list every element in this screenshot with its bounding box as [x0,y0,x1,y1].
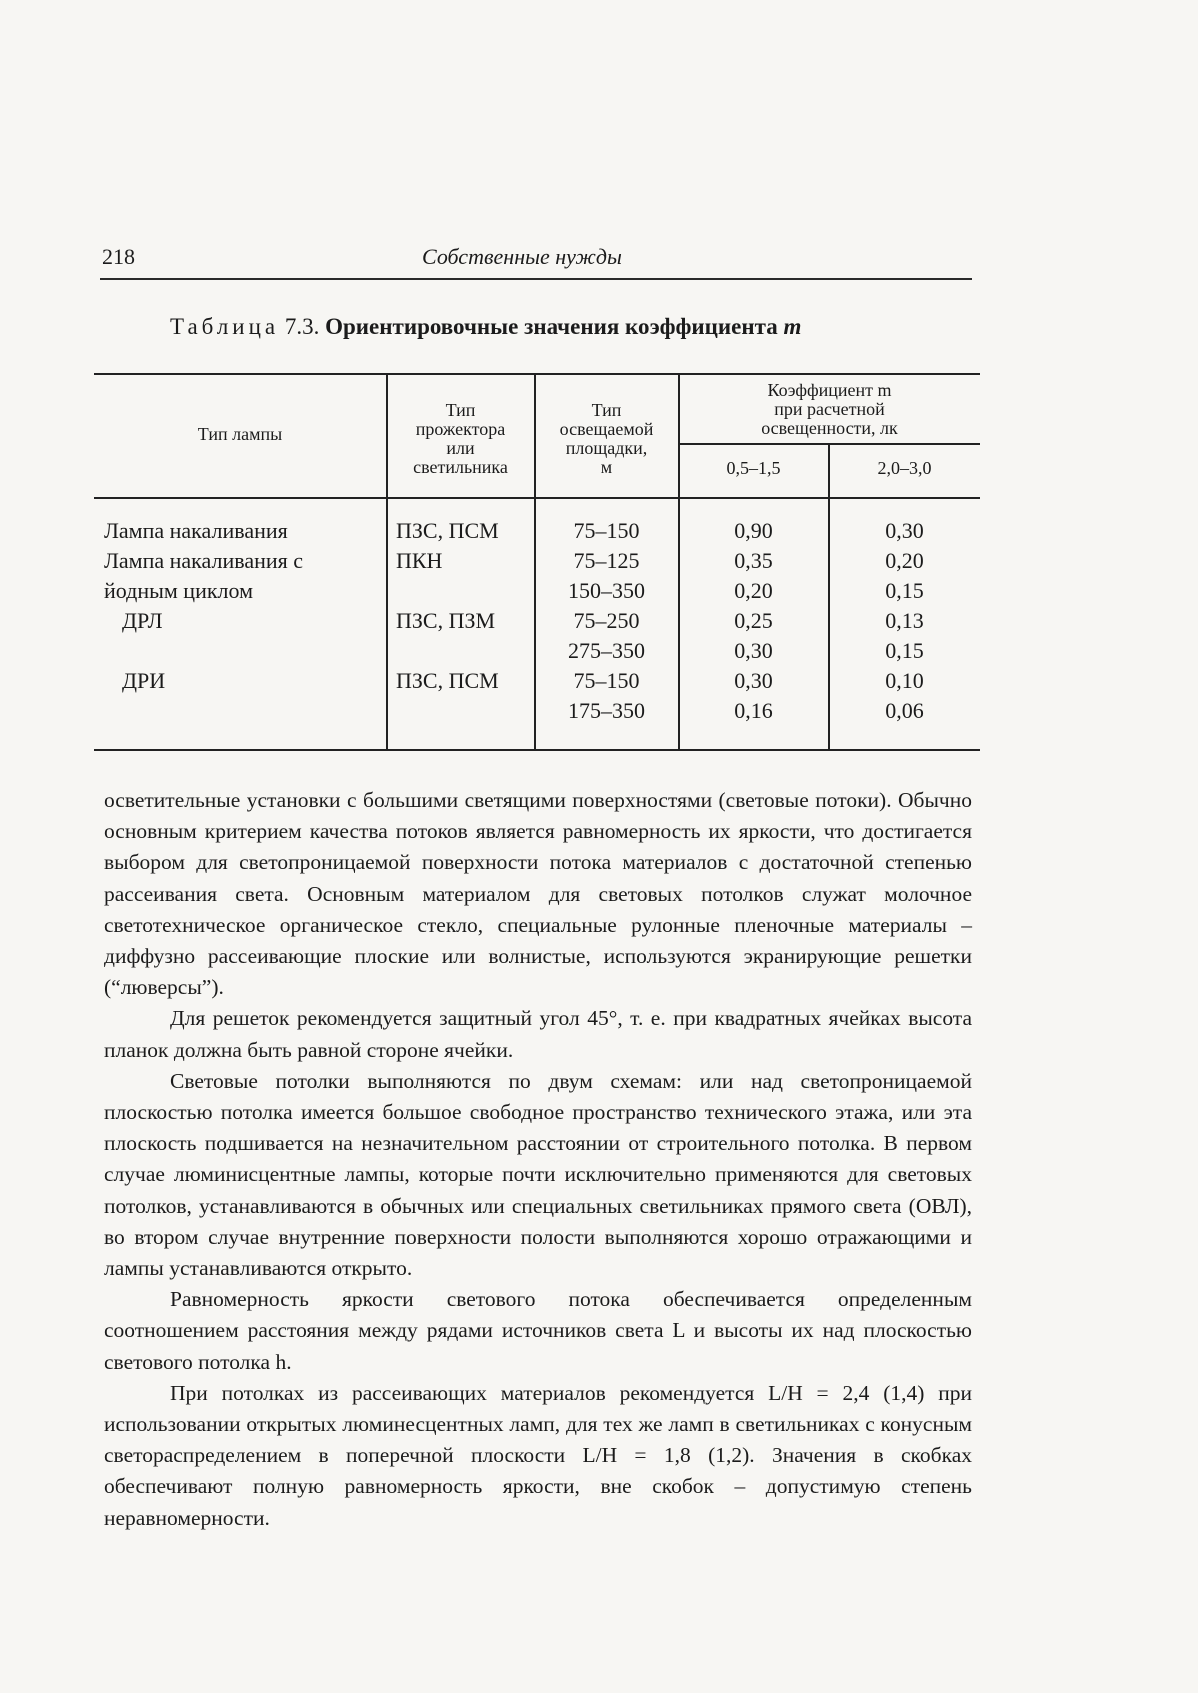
header-coef-1: 0,5–1,5 [726,458,781,478]
paragraph-2: Для решеток рекомендуется защитный угол 45°, т. е. при квадратных ячейках высота планок должна быть равной стороне ячейки. [104,1006,972,1062]
caption-number: 7.3. [284,314,320,339]
table-cell: 0,16 [734,698,773,723]
table-cell: 75–250 [573,608,640,633]
table-cell: 175–350 [568,698,645,723]
header-projector-line: Тип [445,400,476,420]
header-area-line: м [600,457,613,477]
running-title: Собственные нужды [422,244,622,269]
table-cell: Лампа накаливания с [104,548,304,573]
table-cell: 0,35 [734,548,773,573]
table-cell [396,696,532,726]
header-lamp-type: Тип лампы [197,424,283,444]
table-cell: 0,20 [734,578,773,603]
coefficient-table [94,373,980,751]
table-bottom-rule [94,749,980,751]
paragraph-5: При потолках из рассеивающих материалов рекомендуется L/H = 2,4 (1,4) при использовании открытых люминесцентных ламп, для тех же ламп в светильниках с конусным светораспределением в поперечной плоскости L/H = 1,8 (1,2). Значения в скобках обеспечивают полную равномерность яркости, вне скобок – допустимую степень неравномерности. [104,1380,972,1530]
header-projector-type [387,401,534,477]
header-area-line: площадки, [565,438,648,458]
table-cell: 75–125 [573,548,640,573]
table-cell: 0,06 [885,698,924,723]
col-area-type [535,516,678,726]
header-bottom-rule [94,497,980,499]
header-coef-line: при расчетной [774,399,885,419]
table-cell: 0,25 [734,608,773,633]
body-text [104,785,972,1534]
col-lamp-type [104,516,384,726]
table-cell: ДРЛ [122,608,163,633]
header-area-line: Тип [591,400,622,420]
table-cell: йодным циклом [104,578,254,603]
page-header [100,244,972,280]
col-coef-1 [679,516,828,726]
header-coef-2: 2,0–3,0 [877,458,932,478]
header-area-line: освещаемой [559,419,654,439]
paragraph-4: Равномерность яркости светового потока обеспечивается определенным соотношением расстояния между рядами источников света L и высоты их над плоскостью светового потолка h. [104,1287,972,1374]
table-cell: 275–350 [568,638,645,663]
paragraph-1: осветительные установки с большими светящими поверхностями (световые потоки). Обычно основным критерием качества потоков является равномерность их яркости, что достигается выбором для светопроницаемой поверхности потока материалов с достаточной степенью рассеивания света. Основным материалом для световых потолков служат молочное светотехническое органическое стекло, специальные рулонные пленочные материалы –диффузно рассеивающие плоские или волнистые, используются экранирующие решетки (“люверсы”). [104,788,972,1000]
header-coef-line: Коэффициент m [767,380,892,400]
table-cell: ДРИ [122,668,166,693]
table-cell [396,636,532,666]
table-cell: ПЗС, ПСМ [396,668,499,693]
header-area-type [535,401,678,477]
table-cell: 0,30 [734,668,773,693]
table-cell: ПЗС, ПСМ [396,518,499,543]
table-cell: 0,15 [885,578,924,603]
table-cell: 0,10 [885,668,924,693]
table-cell: Лампа накаливания [104,518,288,543]
table-cell: 0,30 [885,518,924,543]
table-cell: 75–150 [573,518,640,543]
table-cell: 0,13 [885,608,924,633]
table-cell: 0,15 [885,638,924,663]
caption-text: Ориентировочные значения коэффициента [325,314,778,339]
table-cell: 75–150 [573,668,640,693]
table-caption [170,314,801,340]
table-cell: 0,20 [885,548,924,573]
table-cell: 0,90 [734,518,773,543]
page-number: 218 [102,244,135,269]
table-cell: ПЗС, ПЗМ [396,608,496,633]
header-projector-line: прожектора [415,419,506,439]
header-projector-line: или [446,438,475,458]
paragraph-3: Световые потолки выполняются по двум схемам: или над светопроницаемой плоскостью потолка имеется большое свободное пространство технического этажа, или эта плоскость подшивается на незначительном расстоянии от строительного потолка. В первом случае люминисцентные лампы, которые почти исключительно применяются для световых потолков, устанавливаются в обычных или специальных светильниках прямого света (ОВЛ), во втором случае внутренние поверхности полости выполняются хорошо отражающими и лампы устанавливаются открыто. [104,1068,972,1281]
table-cell: ПКН [396,548,443,573]
table-cell: 0,30 [734,638,773,663]
table-cell [104,636,384,666]
table-top-rule [94,373,980,375]
table-cell [104,696,384,726]
header-projector-line: светильника [413,457,508,477]
header-coef-group [679,381,980,438]
header-coef-line: освещенности, лк [761,418,898,438]
table-cell: 150–350 [568,578,645,603]
caption-symbol: m [783,314,802,339]
col-projector-type [396,516,532,726]
col-coef-2 [829,516,980,726]
caption-word: Таблица [170,314,280,339]
table-cell [396,576,532,606]
